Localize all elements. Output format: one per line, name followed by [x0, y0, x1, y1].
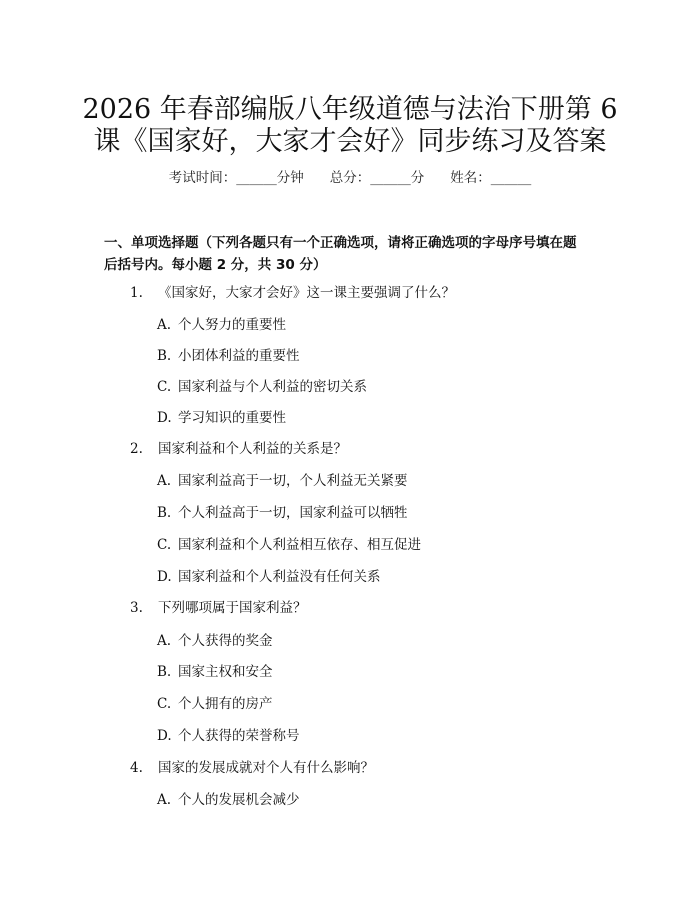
question-1-option-d	[157, 408, 286, 428]
section-heading-line-1: 一、单项选择题（下列各题只有一个正确选项，请将正确选项的字母序号填在题	[104, 235, 577, 251]
question-4	[130, 758, 374, 778]
option-letter: A.	[157, 633, 172, 649]
question-2	[130, 439, 347, 459]
option-letter: B.	[157, 348, 172, 364]
option-letter: C.	[157, 696, 172, 712]
question-number: 4.	[130, 760, 143, 776]
question-4-option-a	[157, 790, 300, 810]
question-1-option-a	[157, 315, 286, 335]
option-text: 国家利益和个人利益没有任何关系	[178, 569, 381, 585]
student-name: 姓名：______	[450, 170, 532, 186]
option-text: 学习知识的重要性	[178, 410, 286, 426]
option-letter: B.	[157, 505, 172, 521]
exam-time: 考试时间：______分钟	[168, 170, 304, 186]
question-3-option-b	[157, 662, 273, 682]
document-title-line-1: 2026 年春部编版八年级道德与法治下册第 6	[82, 94, 618, 125]
option-letter: B.	[157, 664, 172, 680]
document-title-line-2: 课《国家好，大家才会好》同步练习及答案	[93, 126, 607, 157]
option-letter: D.	[157, 728, 172, 744]
option-letter: A.	[157, 317, 172, 333]
question-1	[130, 283, 455, 303]
option-letter: C.	[157, 537, 172, 553]
question-text: 下列哪项属于国家利益？	[158, 600, 307, 616]
question-3-option-a	[157, 631, 273, 651]
option-text: 个人获得的奖金	[178, 633, 273, 649]
option-text: 国家利益和个人利益相互依存、相互促进	[178, 537, 421, 553]
question-3	[130, 598, 307, 618]
option-text: 个人利益高于一切，国家利益可以牺牲	[178, 505, 408, 521]
option-text: 国家主权和安全	[178, 664, 273, 680]
question-number: 1.	[130, 285, 143, 301]
question-3-option-d	[157, 726, 300, 746]
question-2-option-a	[157, 471, 408, 491]
question-text: 国家利益和个人利益的关系是？	[158, 441, 347, 457]
question-2-option-c	[157, 535, 421, 555]
option-letter: D.	[157, 410, 172, 426]
question-1-option-c	[157, 377, 367, 397]
option-letter: C.	[157, 379, 172, 395]
question-text: 国家的发展成就对个人有什么影响？	[158, 760, 374, 776]
section-heading-line-2: 后括号内。每小题 2 分，共 30 分）	[104, 257, 327, 273]
option-text: 国家利益与个人利益的密切关系	[178, 379, 367, 395]
option-text: 个人拥有的房产	[178, 696, 273, 712]
question-number: 3.	[130, 600, 143, 616]
question-2-option-d	[157, 567, 381, 587]
question-text: 《国家好，大家才会好》这一课主要强调了什么？	[158, 285, 455, 301]
question-1-option-b	[157, 346, 300, 366]
exam-score: 总分：______分	[329, 170, 425, 186]
option-text: 个人获得的荣誉称号	[178, 728, 300, 744]
exam-meta	[0, 168, 700, 188]
option-letter: A.	[157, 792, 172, 808]
question-3-option-c	[157, 694, 273, 714]
option-text: 个人的发展机会减少	[178, 792, 300, 808]
option-text: 国家利益高于一切，个人利益无关紧要	[178, 473, 408, 489]
option-text: 个人努力的重要性	[178, 317, 286, 333]
option-text: 小团体利益的重要性	[178, 348, 300, 364]
option-letter: D.	[157, 569, 172, 585]
question-number: 2.	[130, 441, 143, 457]
option-letter: A.	[157, 473, 172, 489]
question-2-option-b	[157, 503, 408, 523]
